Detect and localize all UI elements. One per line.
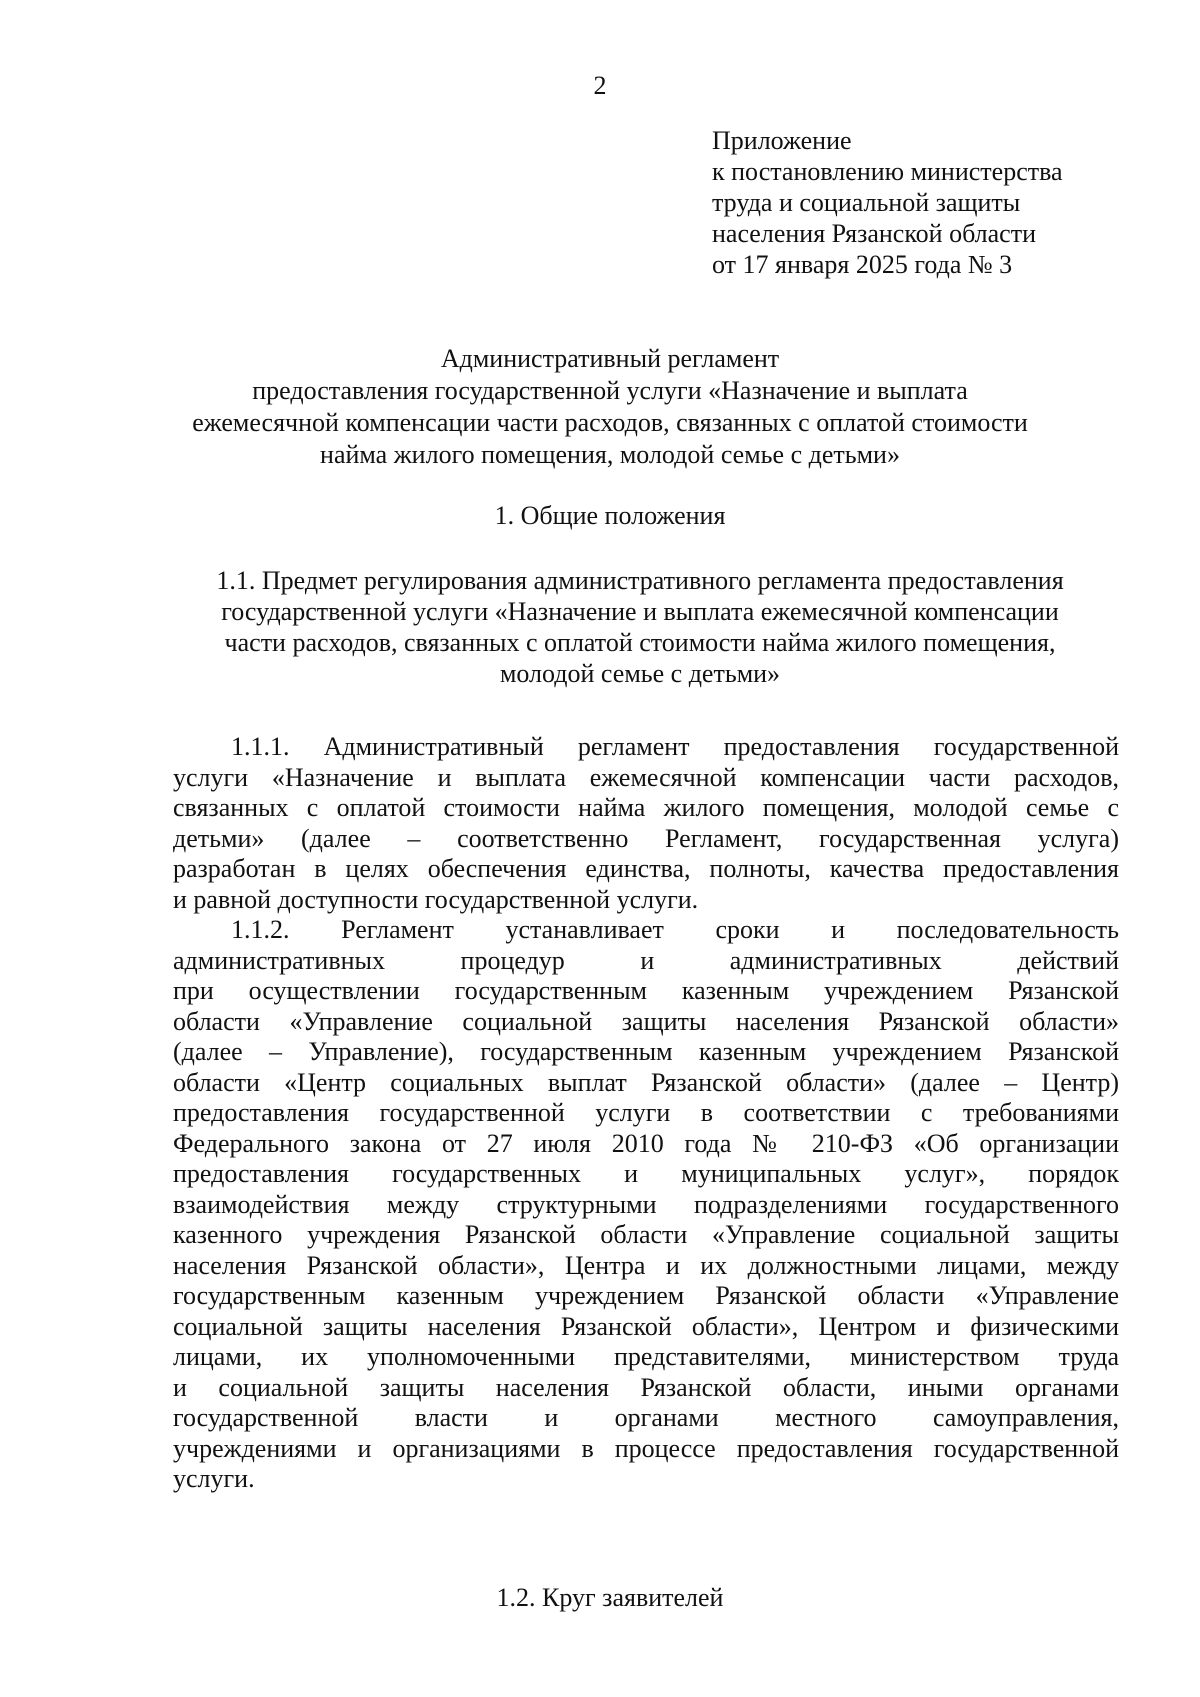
paragraph-line: услуги «Назначение и выплата ежемесячной компенсации части расходов,: [173, 762, 1119, 792]
subsection-line: 1.1. Предмет регулирования административного регламента предоставления: [216, 566, 1064, 595]
paragraph-line: предоставления государственных и муниципальных услуг», порядок: [173, 1159, 1119, 1188]
paragraph-1-1-1: [173, 732, 1119, 915]
section-heading-applicants: 1.2. Круг заявителей: [496, 1583, 724, 1612]
subsection-line: государственной услуги «Назначение и выплата ежемесячной компенсации: [221, 597, 1059, 626]
subsection-line: молодой семье с детьми»: [499, 659, 781, 688]
paragraph-line: населения Рязанской области», Центра и их должностными лицами, между: [173, 1250, 1119, 1280]
paragraph-line: взаимодействия между структурными подразделениями государственного: [173, 1189, 1119, 1219]
paragraph-line: государственной власти и органами местного самоуправления,: [173, 1403, 1119, 1432]
paragraph-1-1-2: [173, 915, 1119, 1495]
subsection-line: части расходов, связанных с оплатой стоимости найма жилого помещения,: [224, 628, 1056, 657]
paragraph-line: детьми» (далее – соответственно Регламент, государственная услуга): [173, 823, 1119, 853]
paragraph-line: при осуществлении государственным казенным учреждением Рязанской: [173, 976, 1119, 1005]
appendix-line: труда и социальной защиты: [712, 188, 1021, 217]
page-number: 2: [593, 71, 607, 100]
appendix-line: к постановлению министерства: [712, 157, 1063, 186]
paragraph-line: связанных с оплатой стоимости найма жилого помещения, молодой семье с: [173, 793, 1119, 822]
paragraph-line: государственным казенным учреждением Рязанской области «Управление: [173, 1281, 1119, 1310]
paragraph-line: казенного учреждения Рязанской области «Управление социальной защиты: [173, 1220, 1119, 1249]
paragraph-line: социальной защиты населения Рязанской области», Центром и физическими: [173, 1311, 1119, 1341]
title-line: предоставления государственной услуги «Назначение и выплата: [252, 376, 968, 405]
title-line: найма жилого помещения, молодой семье с детьми»: [320, 440, 900, 469]
title-line: Административный регламент: [440, 344, 780, 373]
paragraph-line: предоставления государственной услуги в соответствии с требованиями: [173, 1098, 1119, 1127]
paragraph-line: разработан в целях обеспечения единства, полноты, качества предоставления: [173, 854, 1119, 883]
paragraph-line: 1.1.1. Административный регламент предоставления государственной: [231, 732, 1119, 761]
appendix-line: Приложение: [712, 126, 852, 155]
paragraph-line: лицами, их уполномоченными представителями, министерством труда: [173, 1342, 1119, 1371]
appendix-line: от 17 января 2025 года № 3: [712, 250, 1013, 279]
document-title: [150, 343, 1070, 471]
paragraph-line: 1.1.2. Регламент устанавливает сроки и последовательность: [231, 915, 1119, 944]
subsection-title-1-1: [160, 565, 1120, 689]
paragraph-line: услуги.: [173, 1464, 255, 1493]
paragraph-line: области «Центр социальных выплат Рязанской области» (далее – Центр): [173, 1067, 1119, 1097]
paragraph-line: и равной доступности государственной услуги.: [173, 884, 699, 914]
paragraph-line: административных процедур и административных действий: [173, 945, 1119, 975]
appendix-block: [712, 125, 1152, 280]
appendix-line: населения Рязанской области: [712, 219, 1036, 248]
paragraph-line: Федерального закона от 27 июля 2010 года № 210-ФЗ «Об организации: [173, 1128, 1119, 1158]
paragraph-line: (далее – Управление), государственным казенным учреждением Рязанской: [173, 1037, 1119, 1066]
paragraph-line: области «Управление социальной защиты населения Рязанской области»: [173, 1006, 1119, 1036]
paragraph-line: и социальной защиты населения Рязанской области, иными органами: [173, 1372, 1119, 1402]
section-heading-general: 1. Общие положения: [494, 501, 726, 530]
paragraph-line: учреждениями и организациями в процессе предоставления государственной: [173, 1433, 1119, 1463]
title-line: ежемесячной компенсации части расходов, связанных с оплатой стоимости: [192, 408, 1028, 437]
